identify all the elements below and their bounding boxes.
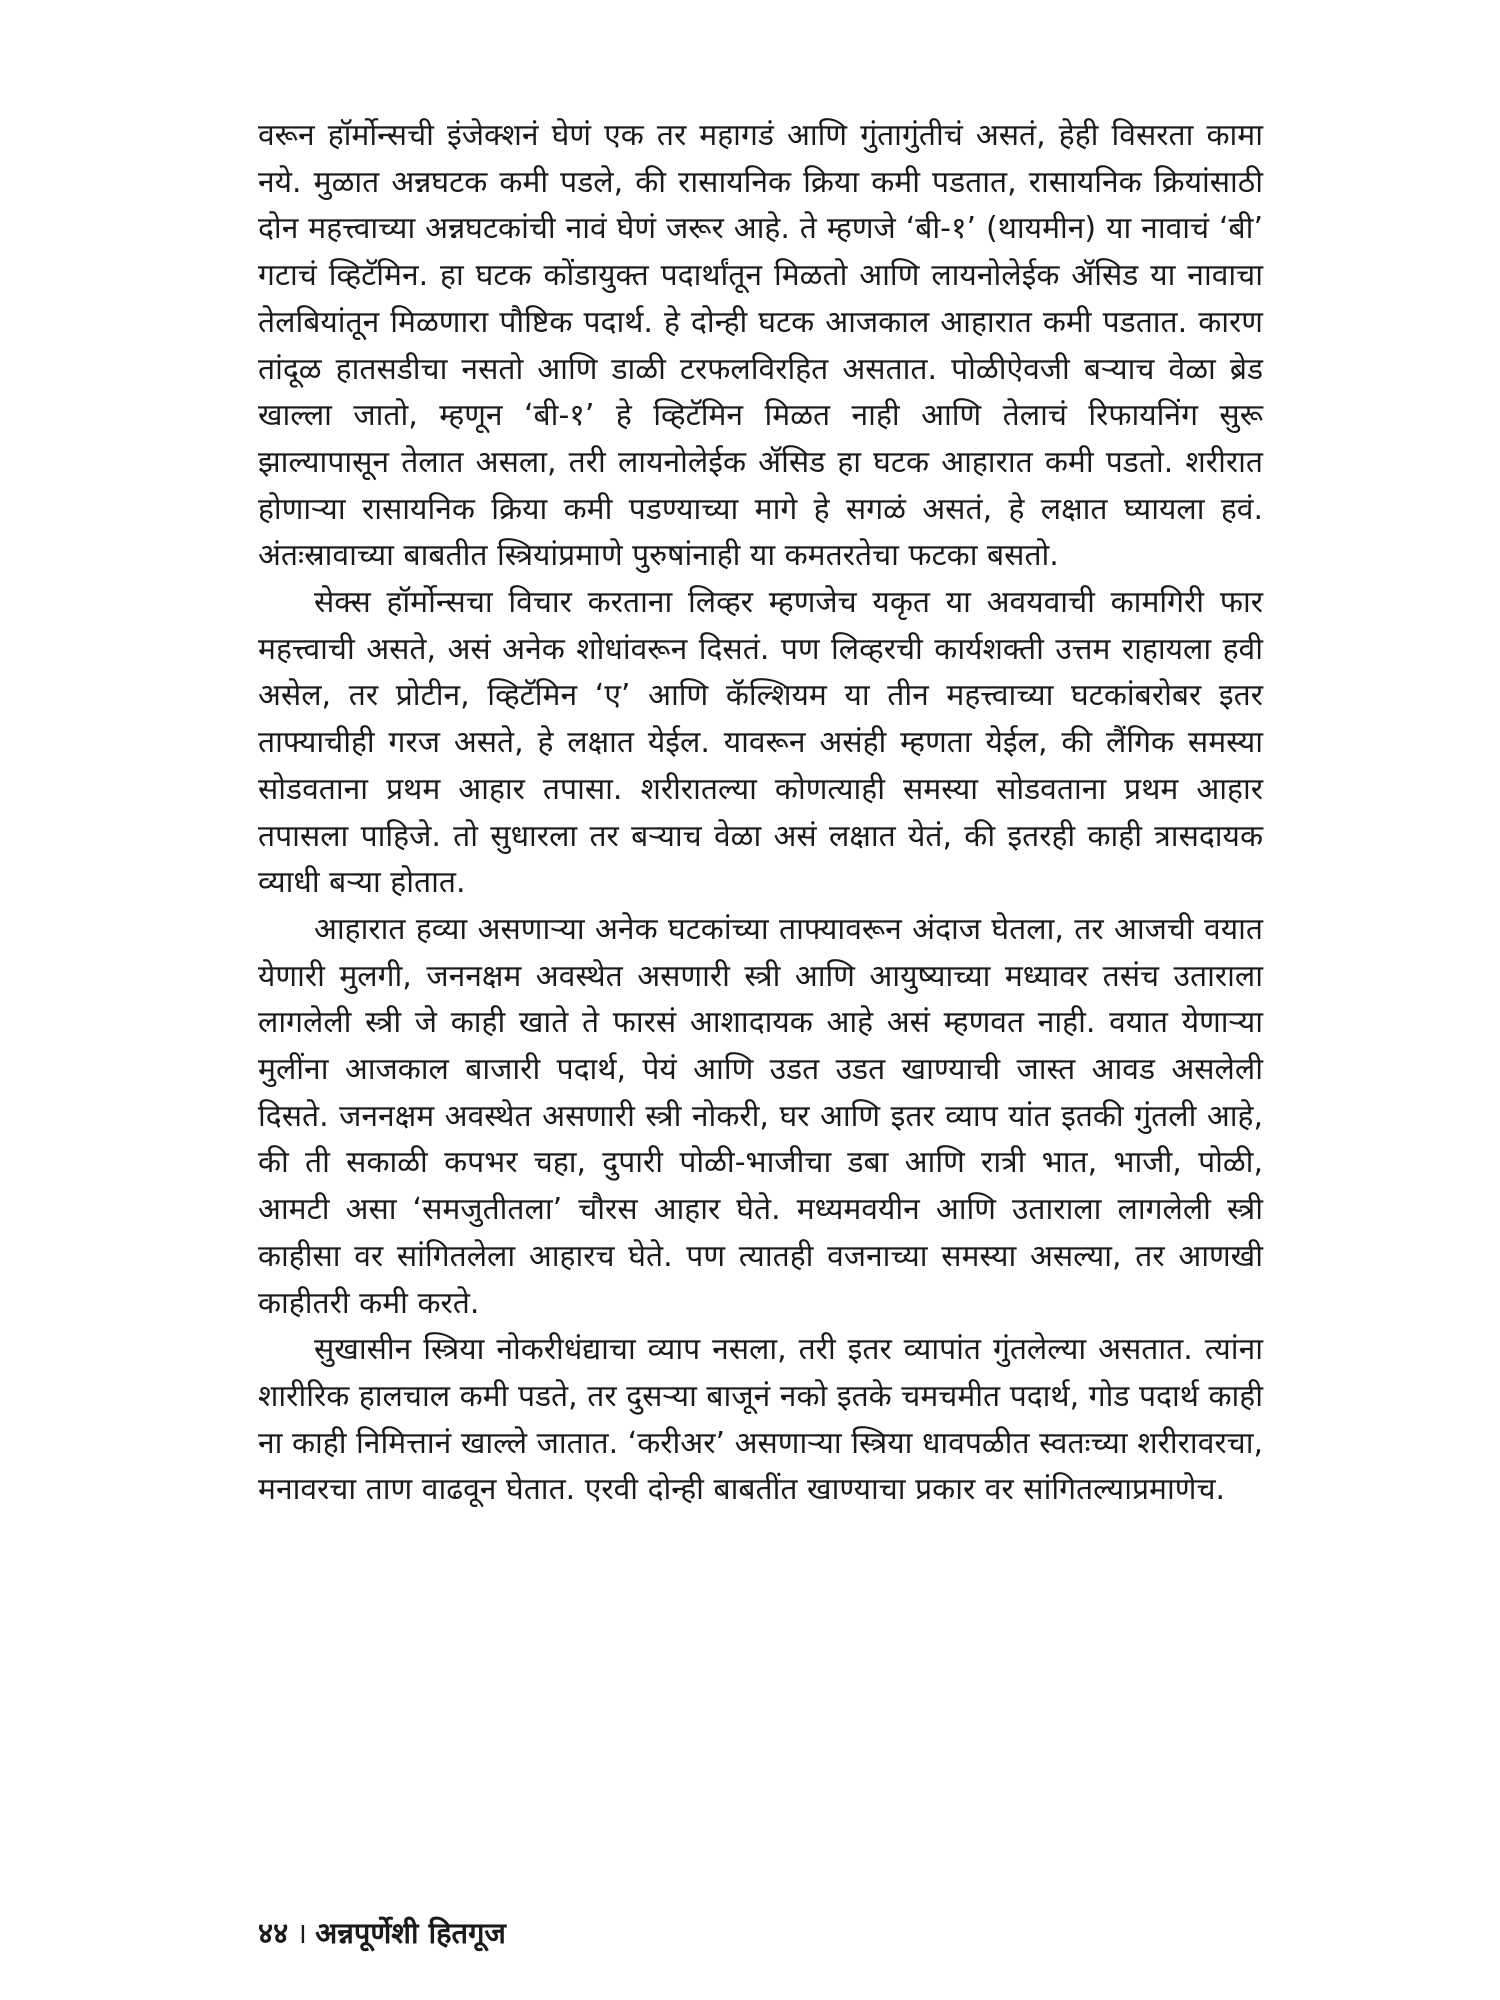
footer-separator: । <box>296 1916 308 1950</box>
paragraph-2: सेक्स हॉर्मोन्सचा विचार करताना लिव्हर म्हणजेच यकृत या अवयवाची कामगिरी फार महत्त्वाची असते, असं अनेक शोधांवरून दिसतं. पण लिव्हरची कार्यशक्ती उत्तम राहायला हवी असेल, तर प्रोटीन, व्हिटॅमिन ‘ए’ आणि कॅल्शियम या तीन महत्त्वाच्या घटकांबरोबर इतर ताफ्याचीही गरज असते, हे लक्षात येईल. यावरून असंही म्हणता येईल, की लैंगिक समस्या सोडवताना प्रथम आहार तपासा. शरीरातल्या कोणत्याही समस्या सोडवताना प्रथम आहार तपासला पाहिजे. तो सुधारला तर बऱ्याच वेळा असं लक्षात येतं, की इतरही काही त्रासदायक व्याधी बऱ्या होतात. <box>258 585 1263 901</box>
paragraph-4: सुखासीन स्त्रिया नोकरीधंद्याचा व्याप नसला, तरी इतर व्यापांत गुंतलेल्या असतात. त्यांना शारीरिक हालचाल कमी पडते, तर दुसऱ्या बाजूनं नको इतके चमचमीत पदार्थ, गोड पदार्थ काही ना काही निमित्तानं खाल्ले जातात. ‘करीअर’ असणाऱ्या स्त्रिया धावपळीत स्वतःच्या शरीरावरचा, मनावरचा ताण वाढवून घेतात. एरवी दोन्ही बाबतींत खाण्याचा प्रकार वर सांगितल्याप्रमाणेच. <box>258 1332 1263 1508</box>
body-text <box>258 113 1263 1514</box>
paragraph-1: वरून हॉर्मोन्सची इंजेक्शनं घेणं एक तर महागडं आणि गुंतागुंतीचं असतं, हेही विसरता कामा नये. मुळात अन्नघटक कमी पडले, की रासायनिक क्रिया कमी पडतात, रासायनिक क्रियांसाठी दोन महत्त्वाच्या अन्नघटकांची नावं घेणं जरूर आहे. ते म्हणजे ‘बी-१’ (थायमीन) या नावाचं ‘बी’ गटाचं व्हिटॅमिन. हा घटक कोंडायुक्त पदार्थांतून मिळतो आणि लायनोलेईक ॲसिड या नावाचा तेलबियांतून मिळणारा पौष्टिक पदार्थ. हे दोन्ही घटक आजकाल आहारात कमी पडतात. कारण तांदूळ हातसडीचा नसतो आणि डाळी टरफलविरहित असतात. पोळीऐवजी बऱ्याच वेळा ब्रेड खाल्ला जातो, म्हणून ‘बी-१’ हे व्हिटॅमिन मिळत नाही आणि तेलाचं रिफायनिंग सुरू झाल्यापासून तेलात असला, तरी लायनोलेईक ॲसिड हा घटक आहारात कमी पडतो. शरीरात होणाऱ्या रासायनिक क्रिया कमी पडण्याच्या मागे हे सगळं असतं, हे लक्षात घ्यायला हवं. अंतःस्रावाच्या बाबतीत स्त्रियांप्रमाणे पुरुषांनाही या कमतरतेचा फटका बसतो. <box>258 118 1263 574</box>
page-footer <box>258 1915 506 1951</box>
page-number: ४४ <box>258 1916 289 1950</box>
book-title: अन्नपूर्णेशी हितगूज <box>315 1916 506 1950</box>
paragraph-3: आहारात हव्या असणाऱ्या अनेक घटकांच्या ताफ्यावरून अंदाज घेतला, तर आजची वयात येणारी मुलगी, जननक्षम अवस्थेत असणारी स्त्री आणि आयुष्याच्या मध्यावर तसंच उताराला लागलेली स्त्री जे काही खाते ते फारसं आशादायक आहे असं म्हणवत नाही. वयात येणाऱ्या मुलींना आजकाल बाजारी पदार्थ, पेयं आणि उडत उडत खाण्याची जास्त आवड असलेली दिसते. जननक्षम अवस्थेत असणारी स्त्री नोकरी, घर आणि इतर व्याप यांत इतकी गुंतली आहे, की ती सकाळी कपभर चहा, दुपारी पोळी-भाजीचा डबा आणि रात्री भात, भाजी, पोळी, आमटी असा ‘समजुतीतला’ चौरस आहार घेते. मध्यमवयीन आणि उताराला लागलेली स्त्री काहीसा वर सांगितलेला आहारच घेते. पण त्यातही वजनाच्या समस्या असल्या, तर आणखी काहीतरी कमी करते. <box>258 911 1263 1321</box>
